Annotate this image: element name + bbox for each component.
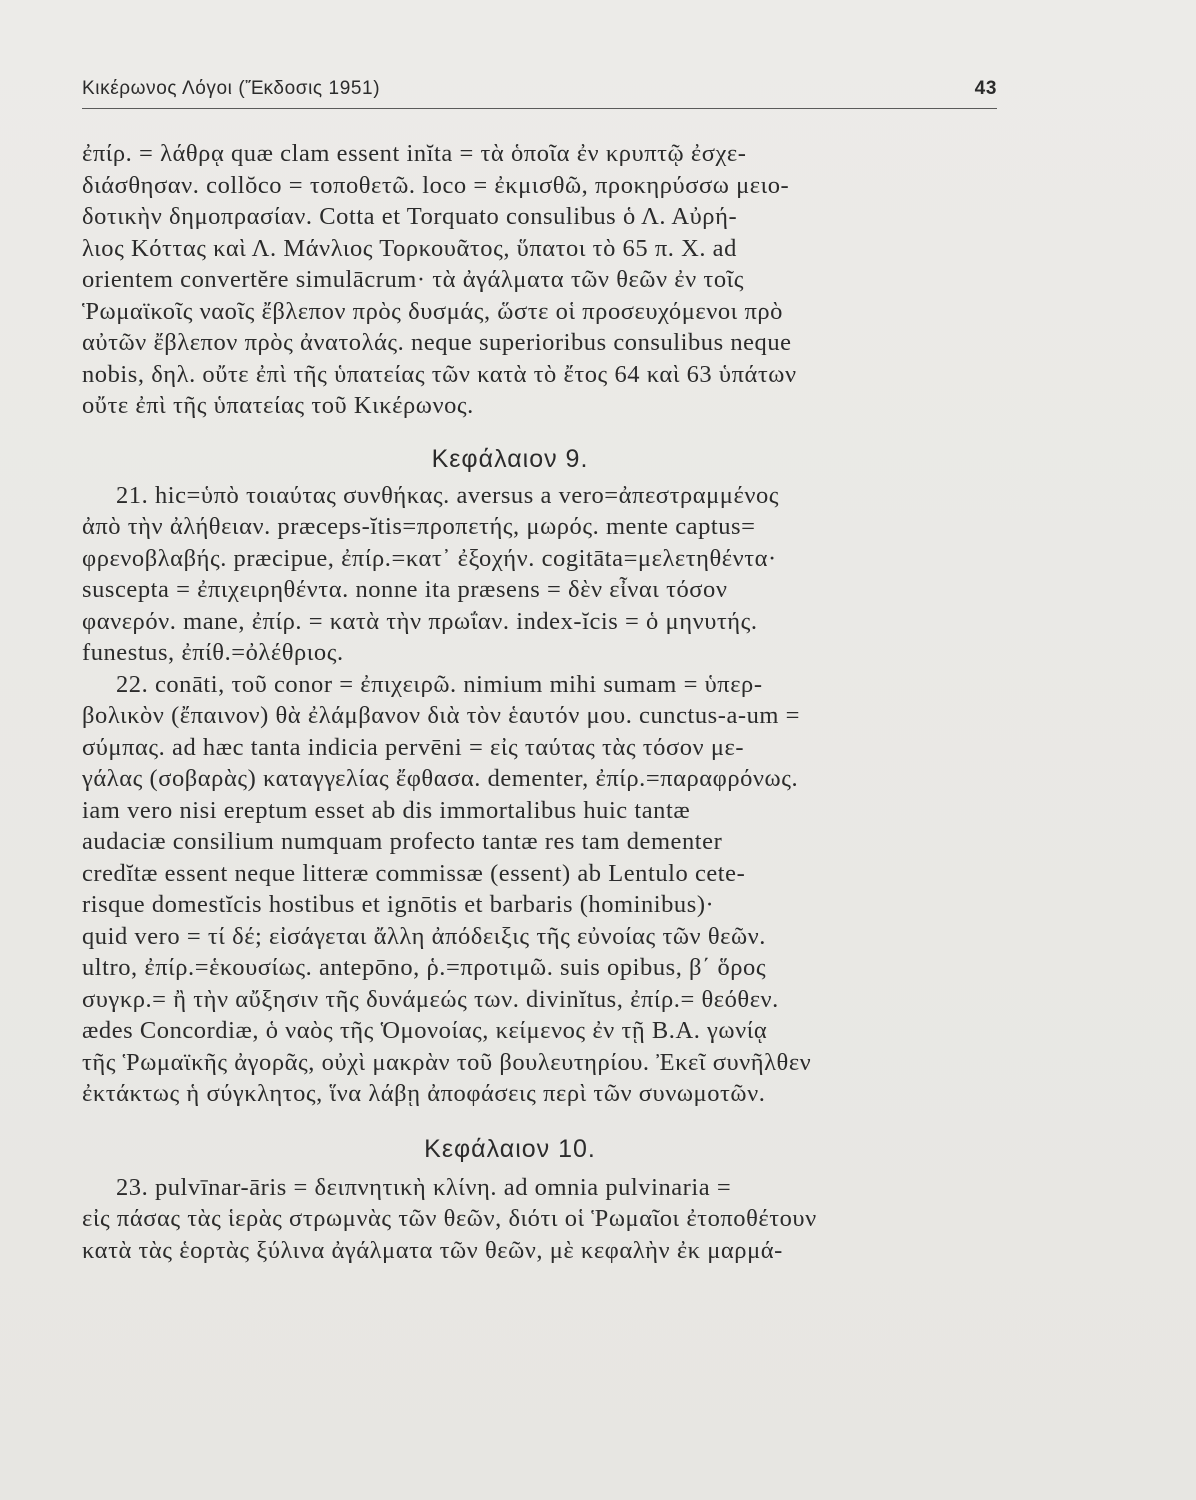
text-line: audaciæ consilium numquam profecto tantæ res tam dementer: [82, 828, 723, 855]
text-line: φρενοβλαβής. præcipue, ἐπίρ.=κατ᾿ ἐξοχήν. cogitāta=μελετηθέντα·: [82, 544, 777, 572]
text-line: 21. hic=ὑπὸ τοιαύτας συνθήκας. aversus a vero=ἀπεστραμμένος: [116, 481, 780, 509]
text-line: nobis, δηλ. οὔτε ἐπὶ τῆς ὑπατείας τῶν κατὰ τὸ ἔτος 64 καὶ 63 ὑπάτων: [82, 360, 797, 388]
text-line: ἐκτάκτως ἡ σύγκλητος, ἵνα λάβῃ ἀποφάσεις περὶ τῶν συνωμοτῶν.: [82, 1080, 766, 1107]
text-line: συγκρ.= ἢ τὴν αὔξησιν τῆς δυνάμεώς των. divinĭtus, ἐπίρ.= θεόθεν.: [82, 985, 779, 1013]
text-line: σύμπας. ad hæc tanta indicia pervēni = εἰς ταύτας τὰς τόσον με-: [82, 733, 745, 761]
section-21: [82, 480, 1012, 669]
text-line: iam vero nisi ereptum esset ab dis immortalibus huic tantæ: [82, 796, 691, 824]
text-line: risque domestĭcis hostibus et ignōtis et barbaris (hominibus)·: [82, 891, 715, 918]
text-line: ædes Concordiæ, ὁ ναὸς τῆς Ὁμονοίας, κείμενος ἐν τῇ Β.Α. γωνίᾳ: [82, 1017, 768, 1044]
text-line: orientem convertĕre simulācrum· τὰ ἀγάλματα τῶν θεῶν ἐν τοῖς: [82, 266, 745, 293]
text-line: quid vero = τί δέ; εἰσάγεται ἄλλη ἀπόδειξις τῆς εὐνοίας τῶν θεῶν.: [82, 922, 766, 950]
text-line: τῆς Ῥωμαϊκῆς ἀγορᾶς, οὐχὶ μακρὰν τοῦ βουλευτηρίου. Ἐκεῖ συνῆλθεν: [82, 1048, 812, 1076]
chapter-heading-9: Κεφάλαιον 9.: [431, 444, 589, 473]
section-22: [82, 669, 1012, 1110]
text-line: ἐπίρ. = λάθρᾳ quæ clam essent inĭta = τὰ ὁποῖα ἐν κρυπτῷ ἐσχε-: [82, 140, 747, 167]
page-body: [82, 138, 1012, 1266]
text-line: αὐτῶν ἔβλεπον πρὸς ἀνατολάς. neque superioribus consulibus neque: [82, 329, 792, 356]
text-line: κατὰ τὰς ἑορτὰς ξύλινα ἀγάλματα τῶν θεῶν, μὲ κεφαλὴν ἐκ μαρμά-: [82, 1236, 783, 1264]
section-23: [82, 1172, 1012, 1267]
text-line: δοτικὴν δημοπρασίαν. Cotta et Torquato consulibus ὁ Λ. Αὐρή-: [82, 203, 738, 230]
chapter-heading-10: Κεφάλαιον 10.: [424, 1134, 596, 1163]
text-line: φανερόν. mane, ἐπίρ. = κατὰ τὴν πρωΐαν. index-ĭcis = ὁ μηνυτής.: [82, 607, 758, 635]
text-line: funestus, ἐπίθ.=ὀλέθριος.: [82, 639, 344, 666]
text-line: 22. conāti, τοῦ conor = ἐπιχειρῶ. nimium mihi sumam = ὑπερ-: [116, 670, 763, 698]
text-line: εἰς πάσας τὰς ἱερὰς στρωμνὰς τῶν θεῶν, διότι οἱ Ῥωμαῖοι ἐτοποθέτουν: [82, 1205, 817, 1232]
running-header: [82, 74, 997, 109]
text-line: Ῥωμαϊκοῖς ναοῖς ἔβλεπον πρὸς δυσμάς, ὥστε οἱ προσευχόμενοι πρὸ: [82, 297, 783, 325]
text-line: γάλας (σοβαρὰς) καταγγελίας ἔφθασα. dementer, ἐπίρ.=παραφρόνως.: [82, 765, 799, 792]
text-line: διάσθησαν. collŏco = τοποθετῶ. loco = ἐκμισθῶ, προκηρύσσω μειο-: [82, 171, 790, 199]
text-line: λιος Κόττας καὶ Λ. Μάνλιος Τορκουᾶτος, ὕπατοι τὸ 65 π. Χ. ad: [82, 234, 737, 262]
paragraph-continuation: [82, 138, 1012, 422]
text-line: credĭtæ essent neque litteræ commissæ (essent) ab Lentulo cete-: [82, 859, 746, 887]
text-line: βολικὸν (ἔπαινον) θὰ ἐλάμβανον διὰ τὸν ἑαυτόν μου. cunctus-a-um =: [82, 702, 801, 729]
header-title: Κικέρωνος Λόγοι (Ἔκδοσις 1951): [82, 78, 381, 99]
text-line: ἀπὸ τὴν ἀλήθειαν. præceps-ĭtis=προπετής, μωρός. mente captus=: [82, 513, 756, 540]
text-line: 23. pulvīnar-āris = δειπνητικὴ κλίνη. ad omnia pulvinaria =: [116, 1173, 732, 1201]
text-line: οὔτε ἐπὶ τῆς ὑπατείας τοῦ Κικέρωνος.: [82, 392, 474, 419]
page-number: 43: [974, 78, 997, 99]
text-line: ultro, ἐπίρ.=ἑκουσίως. antepōno, ῥ.=προτιμῶ. suis opibus, β΄ ὅρος: [82, 954, 767, 981]
text-line: suscepta = ἐπιχειρηθέντα. nonne ita præsens = δὲν εἶναι τόσον: [82, 576, 728, 603]
